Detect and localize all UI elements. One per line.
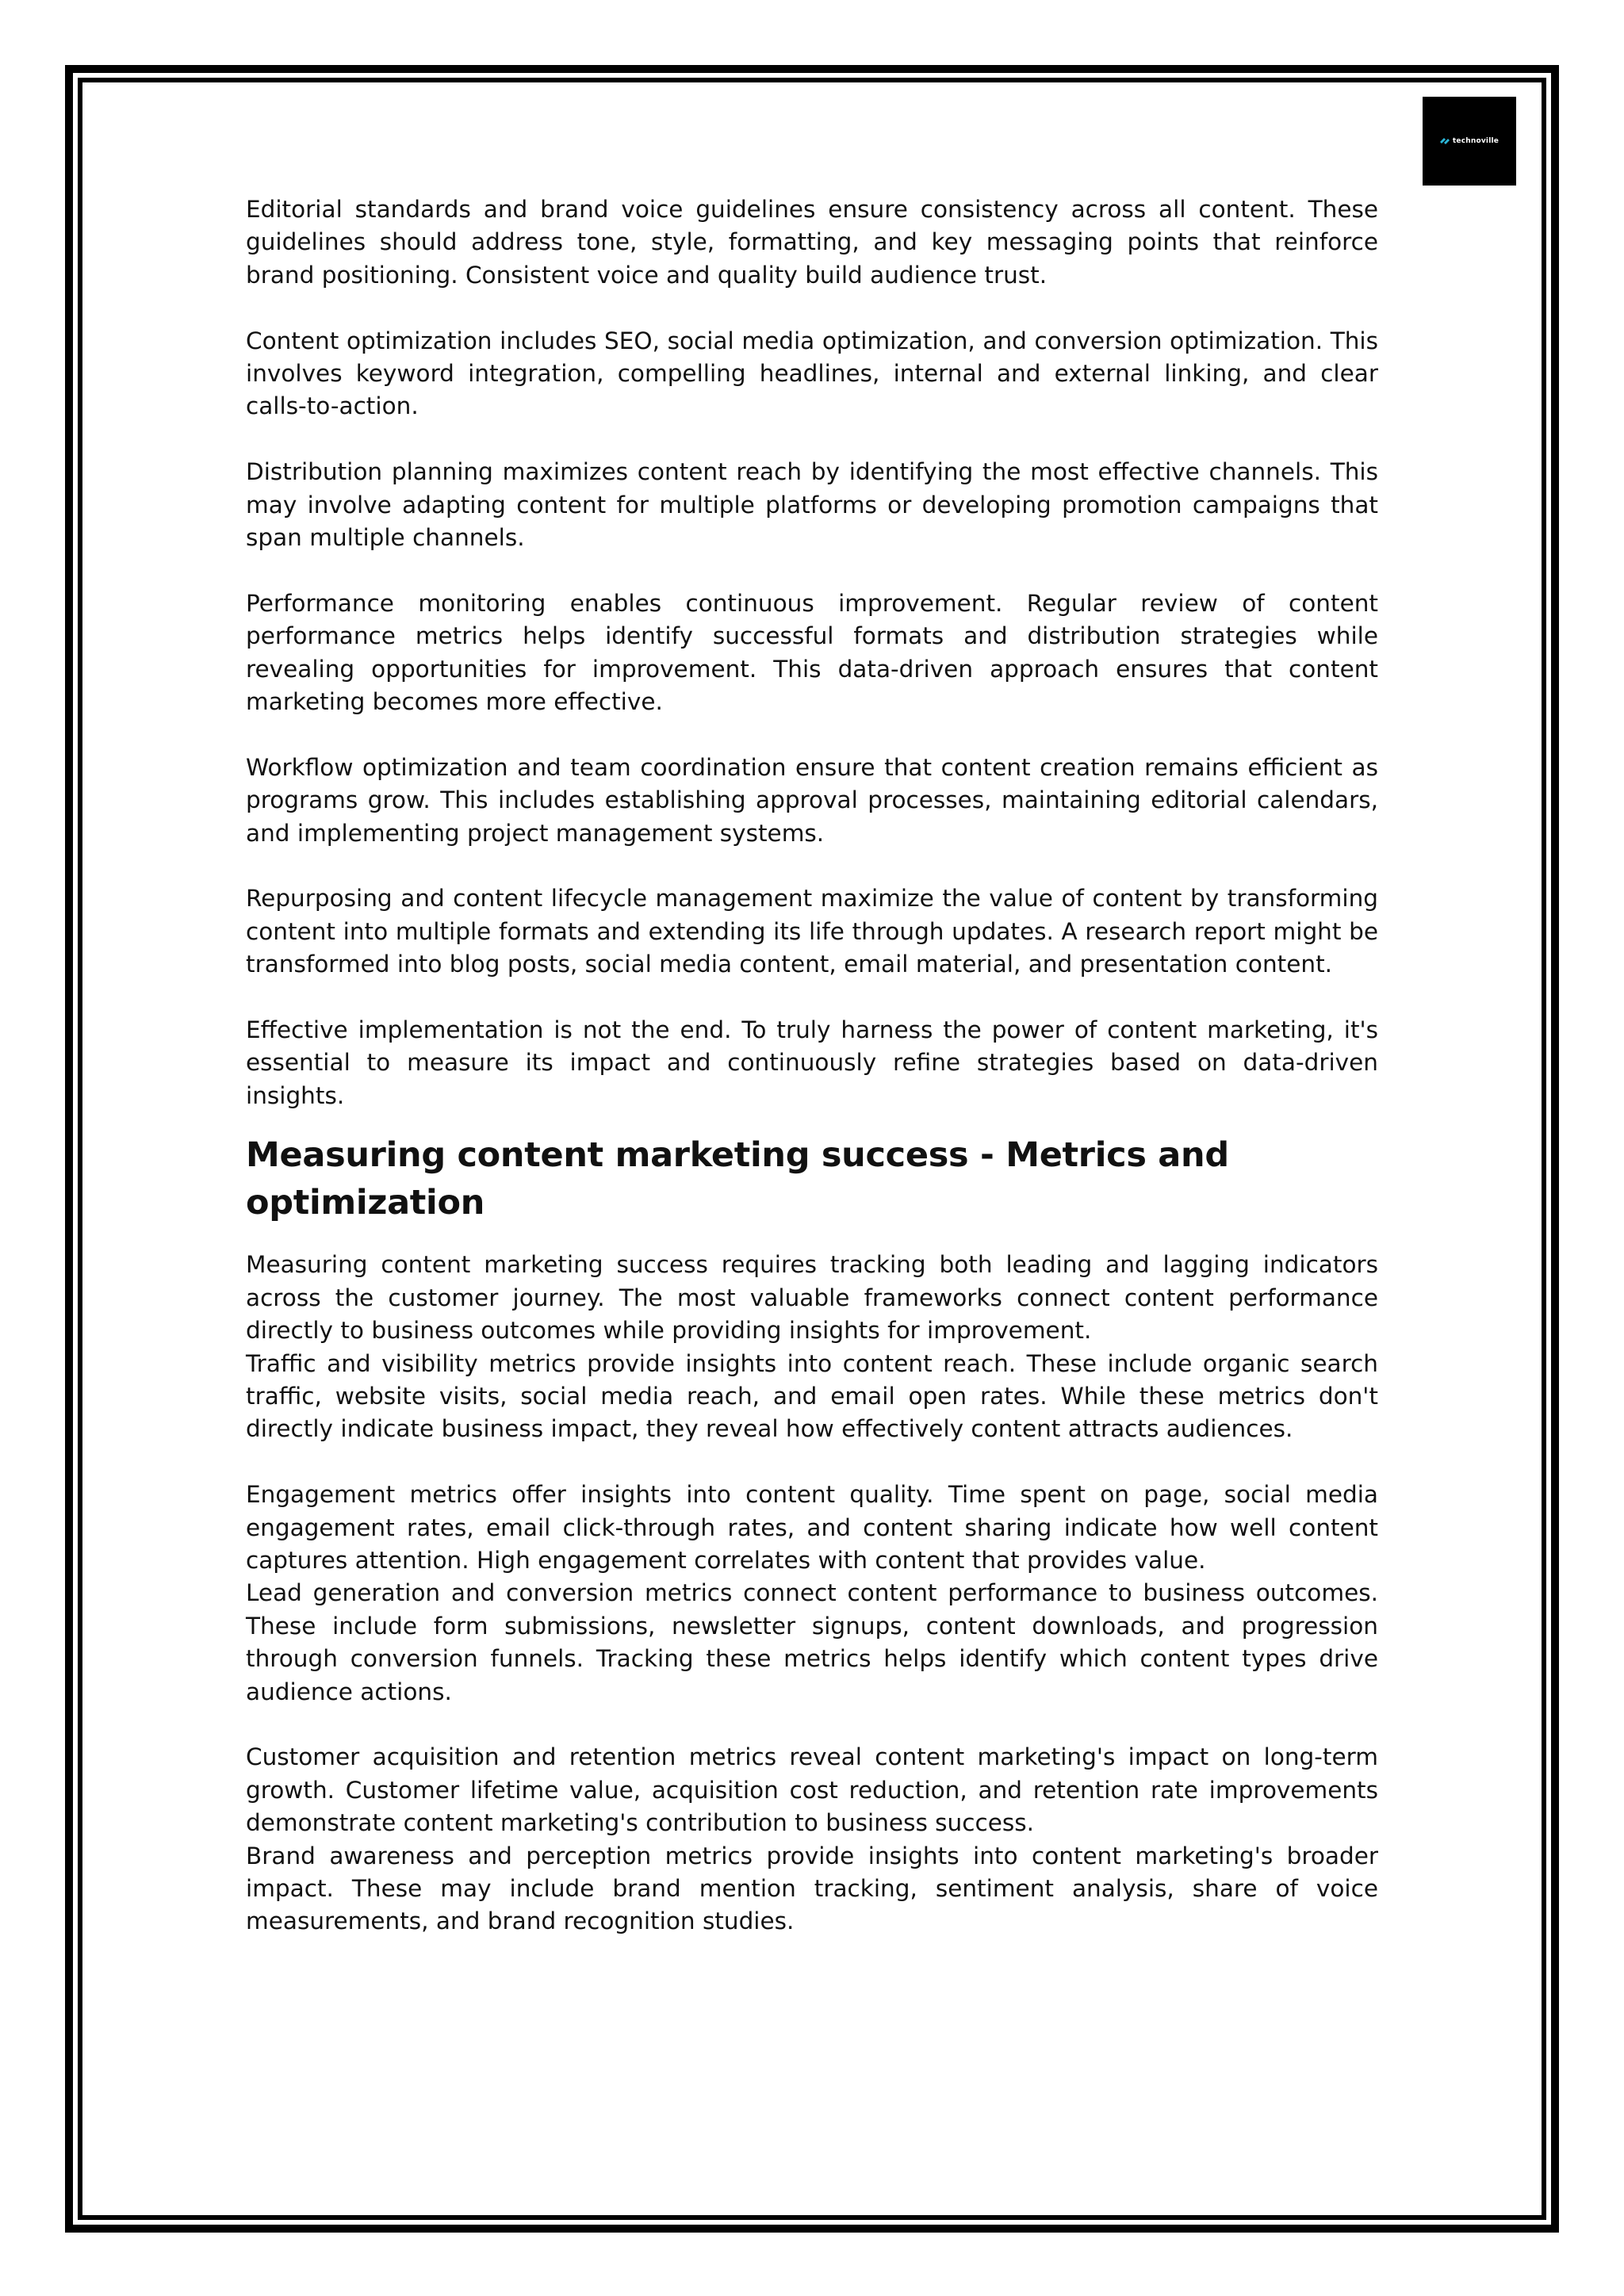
- paragraph-repurposing: Repurposing and content lifecycle management maximize the value of content by transforming content into multiple formats and extending its life through updates. A research report might be transformed into blog posts, social media content, email material, and presentation content.: [246, 885, 1378, 978]
- paragraph-performance-monitoring: Performance monitoring enables continuous improvement. Regular review of content performance metrics helps identify successful formats and distribution strategies while revealing opportunities for improvement. This data-driven approach ensures that content marketing becomes more effective.: [246, 589, 1378, 716]
- paragraph-content-optimization: Content optimization includes SEO, social media optimization, and conversion optimization. This involves keyword integration, compelling headlines, internal and external linking, and clear calls-to-action.: [246, 327, 1378, 420]
- paragraph-distribution-planning: Distribution planning maximizes content reach by identifying the most effective channels. This may involve adapting content for multiple platforms or developing promotion campaigns that span multiple channels.: [246, 458, 1378, 552]
- paragraph-traffic-metrics: Traffic and visibility metrics provide insights into content reach. These include organic search traffic, website visits, social media reach, and email open rates. While these metrics don't directly indicate business impact, they reveal how effectively content attracts audiences.: [246, 1349, 1378, 1443]
- paragraph-engagement-metrics: Engagement metrics offer insights into content quality. Time spent on page, social media engagement rates, email click-through rates, and content sharing indicate how well content captures attention. High engagement correlates with content that provides value.: [246, 1481, 1378, 1574]
- paragraph-measuring-success: Measuring content marketing success requires tracking both leading and lagging indicators across the customer journey. The most valuable frameworks connect content performance directly to business outcomes while providing insights for improvement.: [246, 1251, 1378, 1345]
- paragraph-workflow-optimization: Workflow optimization and team coordination ensure that content creation remains efficient as programs grow. This includes establishing approval processes, maintaining editorial calendars, and implementing project management systems.: [246, 753, 1378, 847]
- paragraph-effective-implementation: Effective implementation is not the end. To truly harness the power of content marketing, it's essential to measure its impact and continuously refine strategies based on data-driven insights.: [246, 1016, 1378, 1109]
- paragraph-brand-awareness-metrics: Brand awareness and perception metrics provide insights into content marketing's broader impact. These may include brand mention tracking, sentiment analysis, share of voice measurements, and brand recognition studies.: [246, 1842, 1378, 1935]
- paragraph-editorial-standards: Editorial standards and brand voice guidelines ensure consistency across all content. These guidelines should address tone, style, formatting, and key messaging points that reinforce brand positioning. Consistent voice and quality build audience trust.: [246, 196, 1378, 289]
- logo-text: technoville: [1452, 137, 1500, 145]
- paragraph-lead-generation-metrics: Lead generation and conversion metrics connect content performance to business outcomes. These include form submissions, newsletter signups, content downloads, and progression through conversion funnels. Tracking these metrics helps identify which content types drive audience actions.: [246, 1579, 1378, 1705]
- paragraph-acquisition-retention-metrics: Customer acquisition and retention metrics reveal content marketing's impact on long-term growth. Customer lifetime value, acquisition cost reduction, and retention rate improvements demonstrate content marketing's contribution to business success.: [246, 1743, 1378, 1837]
- document-body: [246, 193, 1378, 1938]
- section-heading: Measuring content marketing success - Metrics and optimization: [246, 1135, 1229, 1223]
- brand-logo: [1423, 97, 1516, 186]
- logo-mark-icon: [1440, 138, 1450, 144]
